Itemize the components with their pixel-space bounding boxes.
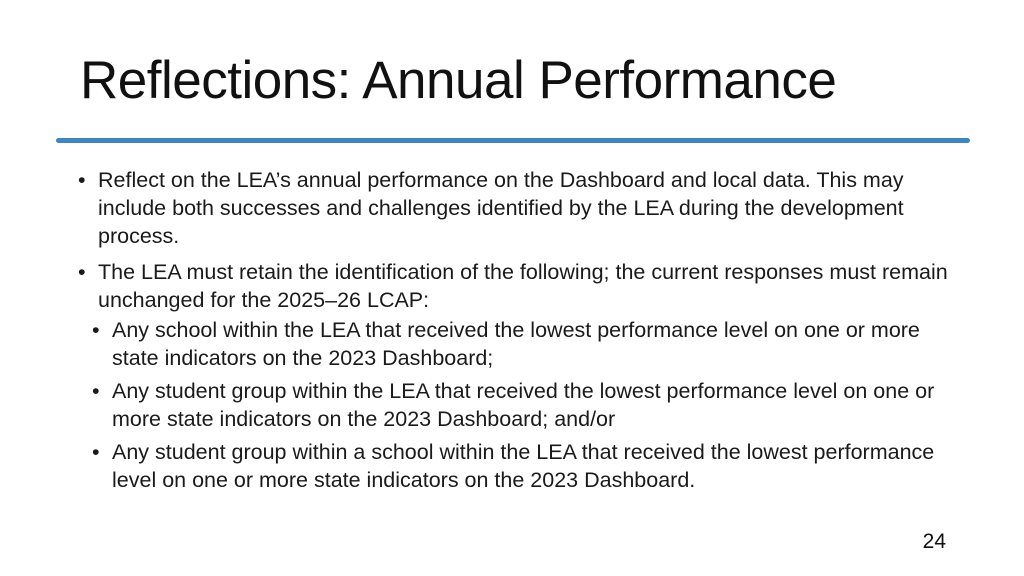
bullet-glyph: • [78, 260, 86, 284]
sub-bullet-item [74, 438, 954, 494]
sub-bullet-glyph: • [92, 440, 100, 464]
bullet-text: Reflect on the LEA’s annual performance on the Dashboard and local data. This may include both successes and challenges identified by the LEA during the development process. [98, 168, 904, 248]
sub-bullet-glyph: • [92, 318, 100, 342]
bullet-glyph: • [78, 168, 86, 192]
slide-title: Reflections: Annual Performance [80, 51, 837, 110]
sub-bullet-text: Any school within the LEA that received the lowest performance level on one or more state indicators on the 2023 Dashboard; [112, 318, 920, 370]
page-number: 24 [922, 530, 946, 553]
sub-bullet-list [74, 316, 954, 494]
sub-bullet-item [74, 377, 954, 433]
sub-bullet-text: Any student group within a school within the LEA that received the lowest performance level on one or more state indicators on the 2023 Dashboard. [112, 440, 935, 492]
sub-bullet-text: Any student group within the LEA that received the lowest performance level on one or more state indicators on the 2023 Dashboard; and/or [112, 379, 935, 431]
bullet-item-retain [74, 258, 954, 494]
bullet-text: The LEA must retain the identification of the following; the current responses must remain unchanged for the 2025–26 LCAP: [98, 260, 948, 312]
sub-bullet-item [74, 316, 954, 372]
title-divider [56, 138, 970, 143]
bullet-item-reflect [74, 166, 954, 250]
slide-body [74, 166, 954, 502]
sub-bullet-glyph: • [92, 379, 100, 403]
bullet-list [74, 166, 954, 494]
